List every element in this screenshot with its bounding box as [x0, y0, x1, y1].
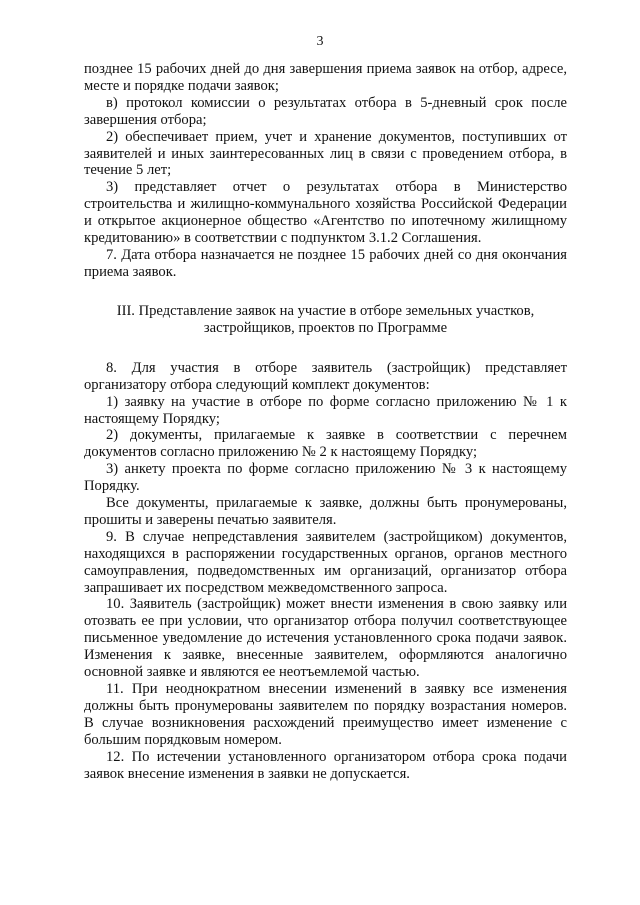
paragraph: 7. Дата отбора назначается не позднее 15 рабочих дней со дня окончания приема заявок.: [84, 246, 567, 280]
paragraph: 11. При неоднократном внесении изменений в заявку все изменения должны быть пронумерованы заявителем по порядку возрастания номеров. В случае возникновения расхождений преимущество имеет изменение с большим порядковым номером.: [84, 681, 567, 748]
paragraph: 8. Для участия в отборе заявитель (застройщик) представляет организатору отбора следующий комплект документов:: [84, 359, 567, 393]
page-number: 3: [316, 34, 324, 49]
paragraph: 3) представляет отчет о результатах отбора в Министерство строительства и жилищно-коммунального хозяйства Российской Федерации и открытое акционерное общество «Агентство по ипотечному жилищному кредитованию» в соответствии с подпунктом 3.1.2 Соглашения.: [84, 179, 567, 247]
paragraph: 12. По истечении установленного организатором отбора срока подачи заявок внесение изменения в заявки не допускается.: [84, 748, 567, 782]
paragraphs-before-heading: [84, 61, 567, 281]
paragraph: 10. Заявитель (застройщик) может внести изменения в свою заявку или отозвать ее при условии, что организатор отбора получил соответствующее письменное уведомление до истечения установленного срока подачи заявок. Изменения к заявке, внесенные заявителем, оформляются аналогично основной заявке и являются ее неотъемлемой частью.: [84, 596, 567, 681]
paragraph: в) протокол комиссии о результатах отбора в 5-дневный срок после завершения отбора;: [84, 94, 567, 128]
paragraphs-after-heading: [84, 360, 567, 783]
paragraph: Все документы, прилагаемые к заявке, должны быть пронумерованы, прошиты и заверены печатью заявителя.: [84, 495, 567, 528]
paragraph: 9. В случае непредставления заявителем (застройщиком) документов, находящихся в распоряжении государственных органов, органов местного самоуправления, подведомственных им организаций, организатор отбора запрашивает их посредством межведомственного запроса.: [84, 528, 567, 596]
paragraph: 2) обеспечивает прием, учет и хранение документов, поступивших от заявителей и иных заинтересованных лиц в связи с проведением отбора, в течение 5 лет;: [84, 128, 567, 179]
paragraph: позднее 15 рабочих дней до дня завершения приема заявок на отбор, адресе, месте и порядке подачи заявок;: [84, 61, 567, 94]
section-heading-line-2: застройщиков, проектов по Программе: [203, 319, 448, 336]
document-body: [84, 61, 567, 782]
paragraph: 2) документы, прилагаемые к заявке в соответствии с перечнем документов согласно приложению № 2 к настоящему Порядку;: [84, 427, 567, 461]
section-heading: [84, 303, 567, 337]
paragraph: 3) анкету проекта по форме согласно приложению № 3 к настоящему Порядку.: [84, 461, 567, 495]
section-heading-line-1: III. Представление заявок на участие в отборе земельных участков,: [116, 302, 535, 319]
paragraph: 1) заявку на участие в отборе по форме согласно приложению № 1 к настоящему Порядку;: [84, 393, 567, 427]
